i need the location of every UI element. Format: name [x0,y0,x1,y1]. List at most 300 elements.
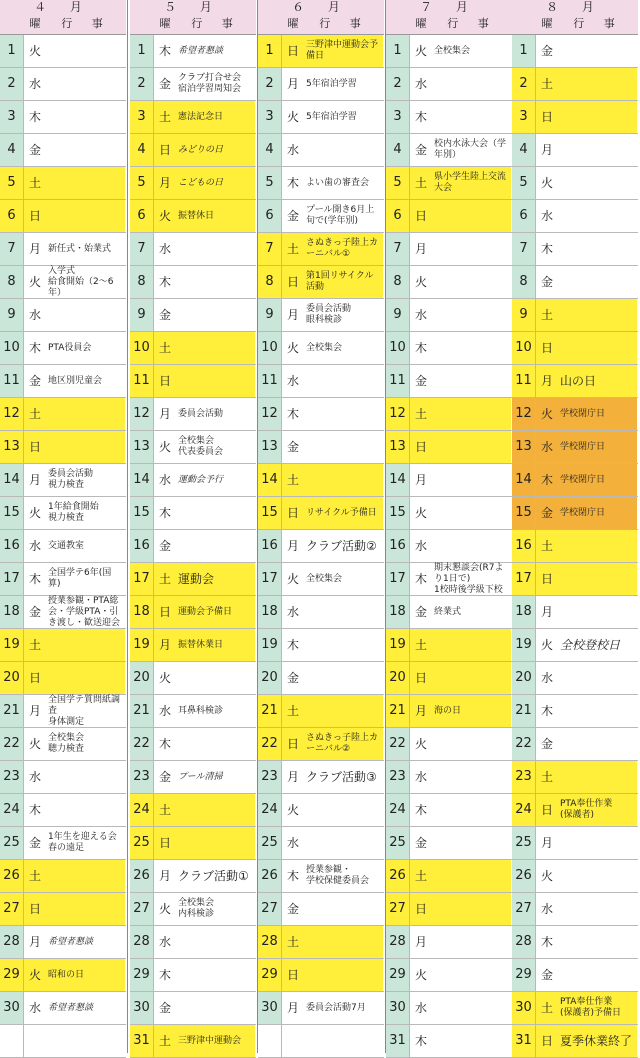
weekday: 金 [158,77,171,91]
day-number: 8 [386,266,410,298]
day-row [0,893,126,926]
event [46,794,125,826]
day-row [512,365,638,398]
day-number: 8 [0,266,24,298]
event: 三野津中運動会予備日 [304,35,383,67]
event [304,827,383,859]
day-number: 6 [386,200,410,232]
day-number: 25 [0,827,24,859]
weekday: 土 [24,629,46,661]
event: 希望者懇談 [48,1002,94,1013]
day-number: 25 [130,827,154,859]
event: 委員会活動 眼科検診 [306,304,352,325]
day-row [386,200,512,233]
day-row [0,365,126,398]
event: 学校閉庁日 [558,431,637,463]
event-header: 行 事 [573,17,623,30]
event: 1年給食開始 視力検査 [48,502,99,523]
day-row [130,497,256,530]
day-number: 2 [0,68,24,100]
day-row [512,893,638,926]
event [432,299,511,331]
event: 山の日 [558,365,637,397]
day-number: 8 [130,266,154,298]
day-number: 20 [258,662,282,694]
day-row [130,893,256,926]
day-row [0,662,126,695]
day-number [0,1025,24,1057]
weekday: 木 [158,506,171,520]
weekday: 木 [28,803,41,817]
event [432,992,511,1024]
weekday: 土 [282,695,304,727]
weekday: 金 [286,671,299,685]
weekday-header: 曜 [415,17,427,30]
day-row [0,728,126,761]
day-row [512,266,638,299]
day-row [512,101,638,134]
weekday: 水 [540,671,553,685]
day-number: 21 [386,695,410,727]
weekday: 日 [282,497,304,529]
day-row [0,233,126,266]
day-row [386,101,512,134]
day-number: 26 [0,860,24,892]
event [558,728,637,760]
column-header [512,14,638,35]
day-number: 6 [0,200,24,232]
event: 運動会予行 [178,474,224,485]
event [46,761,125,793]
weekday: 水 [286,143,299,157]
day-number: 20 [0,662,24,694]
event [432,860,511,892]
day-row [130,596,256,629]
event [176,497,255,529]
day-number: 24 [386,794,410,826]
event [304,695,383,727]
day-number: 8 [258,266,282,298]
day-number: 5 [130,167,154,199]
weekday: 火 [414,968,427,982]
weekday-header: 曜 [159,17,171,30]
weekday: 火 [28,737,41,751]
day-number: 11 [130,365,154,397]
day-number: 19 [0,629,24,661]
day-row [130,761,256,794]
event: 地区別児童会 [48,375,103,386]
day-number: 13 [258,431,282,463]
day-row [512,200,638,233]
event [46,860,125,892]
day-row [130,35,256,68]
weekday: 日 [410,893,432,925]
weekday: 木 [158,275,171,289]
event [176,728,255,760]
day-number: 17 [130,563,154,595]
weekday: 火 [286,803,299,817]
event [432,233,511,265]
day-number: 16 [512,530,536,562]
month-column [512,0,638,1053]
day-row [130,233,256,266]
weekday: 土 [154,1025,176,1057]
day-number: 11 [386,365,410,397]
event: 授業参観・PTA総会・学級PTA・引き渡し・歓送迎会 [48,595,121,628]
event [558,299,637,331]
weekday: 土 [24,167,46,199]
day-row [130,101,256,134]
weekday: 水 [414,77,427,91]
day-row [0,959,126,992]
event [432,200,511,232]
day-number: 3 [386,101,410,133]
day-row [512,959,638,992]
weekday: 日 [536,332,558,364]
day-number: 18 [130,596,154,628]
event [176,959,255,991]
event: 耳鼻科検診 [178,705,224,716]
day-row [130,728,256,761]
event [432,959,511,991]
day-row [130,398,256,431]
month-column [0,0,126,1053]
day-row [386,959,512,992]
event [432,431,511,463]
day-row [512,299,638,332]
weekday: 火 [414,737,427,751]
day-row [130,167,256,200]
event: 希望者懇談 [178,45,224,56]
weekday: 日 [24,893,46,925]
weekday: 土 [282,926,304,958]
day-row [130,959,256,992]
event [304,431,383,463]
day-number: 12 [258,398,282,430]
day-number: 30 [512,992,536,1024]
day-number: 22 [130,728,154,760]
day-number: 6 [258,200,282,232]
day-number: 25 [386,827,410,859]
event [432,464,511,496]
day-row [258,266,384,299]
column-header [130,14,256,35]
event [304,464,383,496]
day-number: 28 [130,926,154,958]
event: 全校集会 代表委員会 [178,436,224,457]
event: クラブ活動③ [306,769,377,784]
day-number: 3 [0,101,24,133]
event [46,134,125,166]
event [432,398,511,430]
event-header: 行 事 [191,17,241,30]
day-number: 20 [130,662,154,694]
weekday: 金 [158,770,171,784]
day-number: 13 [512,431,536,463]
event [46,35,125,67]
event [432,761,511,793]
weekday: 月 [414,242,427,256]
day-row [258,134,384,167]
weekday: 水 [28,308,41,322]
event [46,167,125,199]
event [558,167,637,199]
event [176,299,255,331]
month-column [386,0,512,1053]
day-row [258,1025,384,1058]
day-row [512,35,638,68]
day-row [0,761,126,794]
weekday: 火 [158,671,171,685]
event: 運動会予備日 [176,596,255,628]
weekday: 水 [28,770,41,784]
event [46,662,125,694]
weekday: 月 [158,407,171,421]
weekday: 月 [158,869,171,883]
day-number: 29 [386,959,410,991]
day-number: 17 [0,563,24,595]
event [432,794,511,826]
weekday: 月 [154,629,176,661]
day-row [130,332,256,365]
month-title: ６ 月 [258,0,384,15]
event: 委員会活動 視力検査 [48,469,94,490]
event: 委員会活動7月 [306,1002,366,1013]
event: 全国学テ質問紙調査 身体測定 [48,694,121,727]
day-number: 3 [258,101,282,133]
day-number: 2 [130,68,154,100]
weekday: 木 [414,1034,427,1048]
event: 第1回リサイクル活動 [304,266,383,298]
event [432,332,511,364]
day-number: 28 [386,926,410,958]
day-row [386,728,512,761]
event: 希望者懇談 [48,936,94,947]
day-number: 23 [130,761,154,793]
event [304,893,383,925]
day-number: 29 [512,959,536,991]
day-row [0,167,126,200]
weekday: 月 [540,605,553,619]
day-number: 27 [386,893,410,925]
weekday: 月 [286,770,299,784]
event [432,266,511,298]
day-row [258,167,384,200]
day-number: 29 [130,959,154,991]
day-number: 26 [512,860,536,892]
weekday: 月 [28,242,41,256]
event: 期末懇談会(R7より1日で) 1校時後学級下校 [434,562,504,595]
weekday: 木 [536,464,558,496]
day-row [512,662,638,695]
event [176,530,255,562]
day-row [512,629,638,662]
day-number: 15 [258,497,282,529]
day-number: 18 [512,596,536,628]
day-row [258,431,384,464]
weekday: 日 [536,101,558,133]
weekday: 火 [286,110,299,124]
day-row [386,992,512,1025]
day-row [258,68,384,101]
day-row [386,596,512,629]
day-row [258,299,384,332]
day-row [386,299,512,332]
day-number: 30 [386,992,410,1024]
weekday: 日 [282,35,304,67]
day-row [258,695,384,728]
day-number: 28 [512,926,536,958]
weekday: 木 [286,869,299,883]
day-row [0,497,126,530]
event: 学校閉庁日 [558,497,637,529]
weekday: 金 [28,374,41,388]
day-number: 12 [512,398,536,430]
day-number: 29 [0,959,24,991]
day-row [0,860,126,893]
day-row [258,35,384,68]
event [46,200,125,232]
day-number: 18 [386,596,410,628]
weekday: 木 [286,176,299,190]
event: 委員会活動 [178,408,224,419]
day-row [512,761,638,794]
event [558,266,637,298]
weekday: 火 [540,869,553,883]
weekday: 金 [414,605,427,619]
day-number: 26 [258,860,282,892]
day-number: 23 [512,761,536,793]
day-row [258,497,384,530]
event: 授業参観・ 学校保健委員会 [306,865,370,886]
day-row [130,299,256,332]
column-header [258,14,384,35]
day-number: 17 [386,563,410,595]
day-number: 13 [130,431,154,463]
day-number: 14 [258,464,282,496]
day-row [130,563,256,596]
day-number: 4 [0,134,24,166]
weekday: 金 [158,1001,171,1015]
day-row [258,992,384,1025]
weekday: 木 [28,110,41,124]
day-number: 25 [512,827,536,859]
weekday: 金 [414,143,427,157]
weekday: 日 [536,794,558,826]
event: こどもの日 [176,167,255,199]
event: 終業式 [434,606,462,617]
day-row [130,464,256,497]
weekday: 月 [410,695,432,727]
weekday [24,1025,46,1057]
event [558,530,637,562]
day-number: 17 [258,563,282,595]
weekday: 木 [28,572,41,586]
day-row [130,365,256,398]
weekday: 土 [24,860,46,892]
event [304,794,383,826]
day-row [258,662,384,695]
column-header [386,14,512,35]
day-number: 19 [386,629,410,661]
day-row [512,530,638,563]
day-row [130,200,256,233]
day-number: 22 [0,728,24,760]
day-row [512,827,638,860]
day-row [0,563,126,596]
weekday: 日 [410,200,432,232]
event [558,233,637,265]
day-number: 21 [0,695,24,727]
event [558,134,637,166]
day-row [512,794,638,827]
weekday: 土 [154,101,176,133]
day-number: 15 [130,497,154,529]
event: 三野津中運動会 [176,1025,255,1057]
event [304,662,383,694]
event: PTA奉仕作業 (保護者)予備日 [558,992,637,1024]
event: PTA奉仕作業 (保護者) [558,794,637,826]
weekday: 金 [540,275,553,289]
weekday: 日 [410,662,432,694]
weekday: 金 [158,308,171,322]
day-row [386,464,512,497]
month-title: ４ 月 [0,0,126,15]
day-number: 7 [258,233,282,265]
weekday: 木 [414,341,427,355]
event: クラブ活動① [178,868,249,883]
day-number: 2 [258,68,282,100]
event [46,398,125,430]
weekday: 金 [540,44,553,58]
weekday: 水 [158,704,171,718]
day-row [0,794,126,827]
day-row [0,299,126,332]
weekday: 金 [28,605,41,619]
day-row [512,926,638,959]
day-row [130,134,256,167]
weekday: 水 [536,431,558,463]
day-row [130,266,256,299]
day-number: 12 [0,398,24,430]
day-number: 20 [512,662,536,694]
day-number: 8 [512,266,536,298]
day-number: 4 [512,134,536,166]
weekday: 月 [28,935,41,949]
weekday: 水 [28,539,41,553]
day-number: 28 [258,926,282,958]
day-row [0,629,126,662]
weekday: 水 [28,1001,41,1015]
weekday: 火 [158,902,171,916]
weekday: 土 [154,794,176,826]
weekday: 火 [540,176,553,190]
weekday: 水 [286,605,299,619]
day-row [0,134,126,167]
day-row [386,398,512,431]
event: 5年宿泊学習 [306,111,357,122]
weekday: 木 [540,242,553,256]
day-row [258,398,384,431]
event [176,827,255,859]
weekday: 金 [414,374,427,388]
day-number: 31 [386,1025,410,1057]
weekday: 木 [158,968,171,982]
event: 1年生を迎える会 春の遠足 [48,832,117,853]
weekday: 火 [24,959,46,991]
event-header: 行 事 [447,17,497,30]
event [558,68,637,100]
